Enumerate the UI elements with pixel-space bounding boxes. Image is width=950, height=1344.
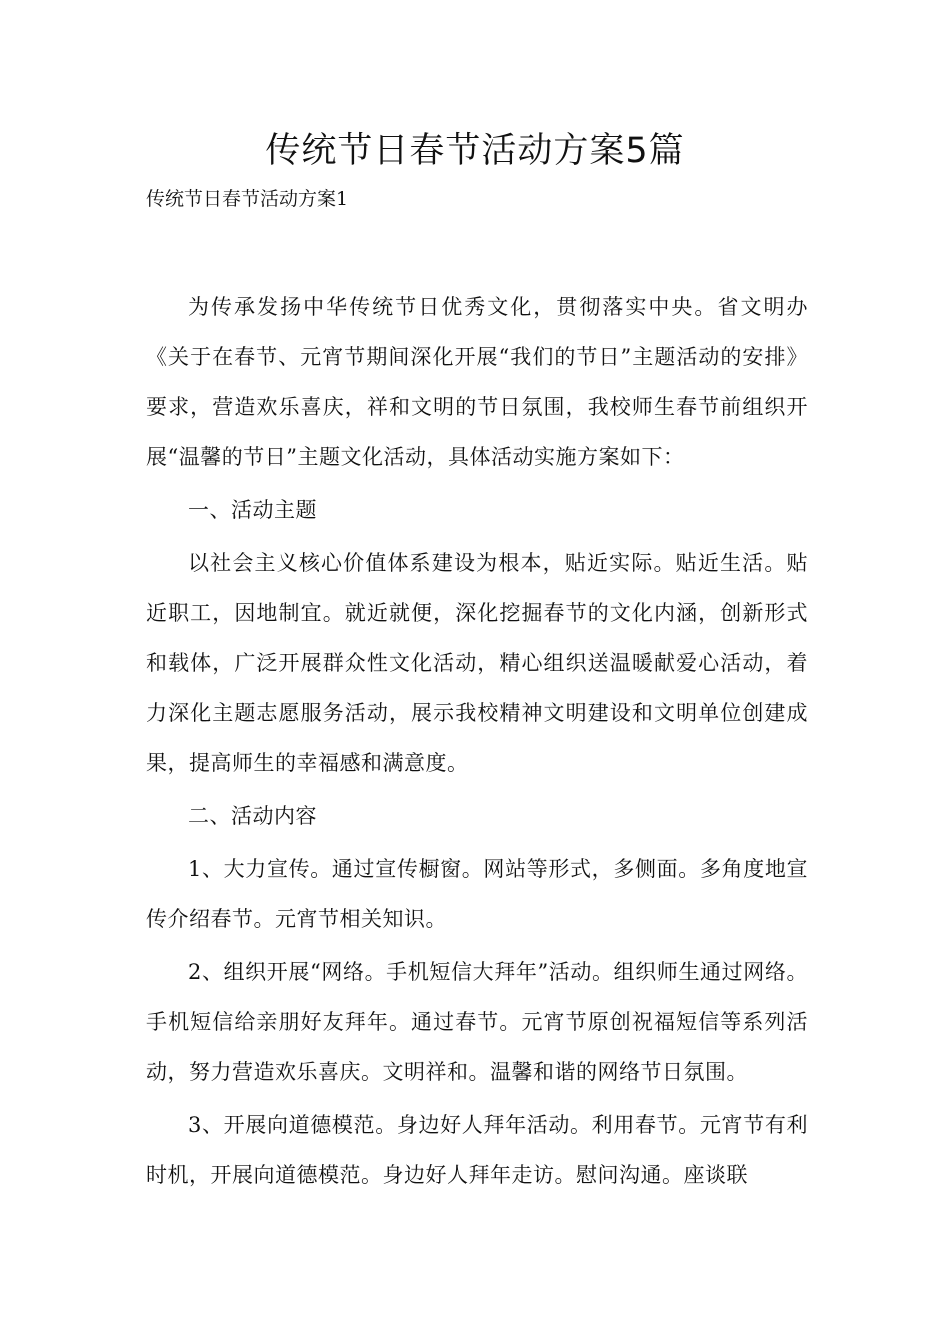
document-title: 传统节日春节活动方案5篇 — [265, 131, 685, 171]
document-body — [146, 282, 808, 1203]
paragraph-intro: 为传承发扬中华传统节日优秀文化，贯彻落实中央。省文明办《关于在春节、元宵节期间深化开展“我们的节日”主题活动的安排》要求，营造欢乐喜庆，祥和文明的节日氛围，我校师生春节前组织开展“温馨的节日”主题文化活动，具体活动实施方案如下： — [146, 295, 808, 469]
paragraph-theme: 以社会主义核心价值体系建设为根本，贴近实际。贴近生活。贴近职工，因地制宜。就近就便，深化挖掘春节的文化内涵，创新形式和载体，广泛开展群众性文化活动，精心组织送温暖献爱心活动，着力深化主题志愿服务活动，展示我校精神文明建设和文明单位创建成果，提高师生的幸福感和满意度。 — [146, 551, 808, 775]
paragraph-item-1: 1、大力宣传。通过宣传橱窗。网站等形式，多侧面。多角度地宣传介绍春节。元宵节相关知识。 — [146, 857, 808, 931]
document-subtitle: 传统节日春节活动方案1 — [146, 188, 349, 210]
section-heading-content: 二、活动内容 — [188, 804, 317, 828]
section-heading-theme: 一、活动主题 — [188, 498, 317, 522]
paragraph-item-2: 2、组织开展“网络。手机短信大拜年”活动。组织师生通过网络。手机短信给亲朋好友拜年。通过春节。元宵节原创祝福短信等系列活动，努力营造欢乐喜庆。文明祥和。温馨和谐的网络节日氛围。 — [146, 960, 808, 1084]
paragraph-item-3: 3、开展向道德模范。身边好人拜年活动。利用春节。元宵节有利时机，开展向道德模范。身边好人拜年走访。慰问沟通。座谈联 — [146, 1113, 808, 1187]
